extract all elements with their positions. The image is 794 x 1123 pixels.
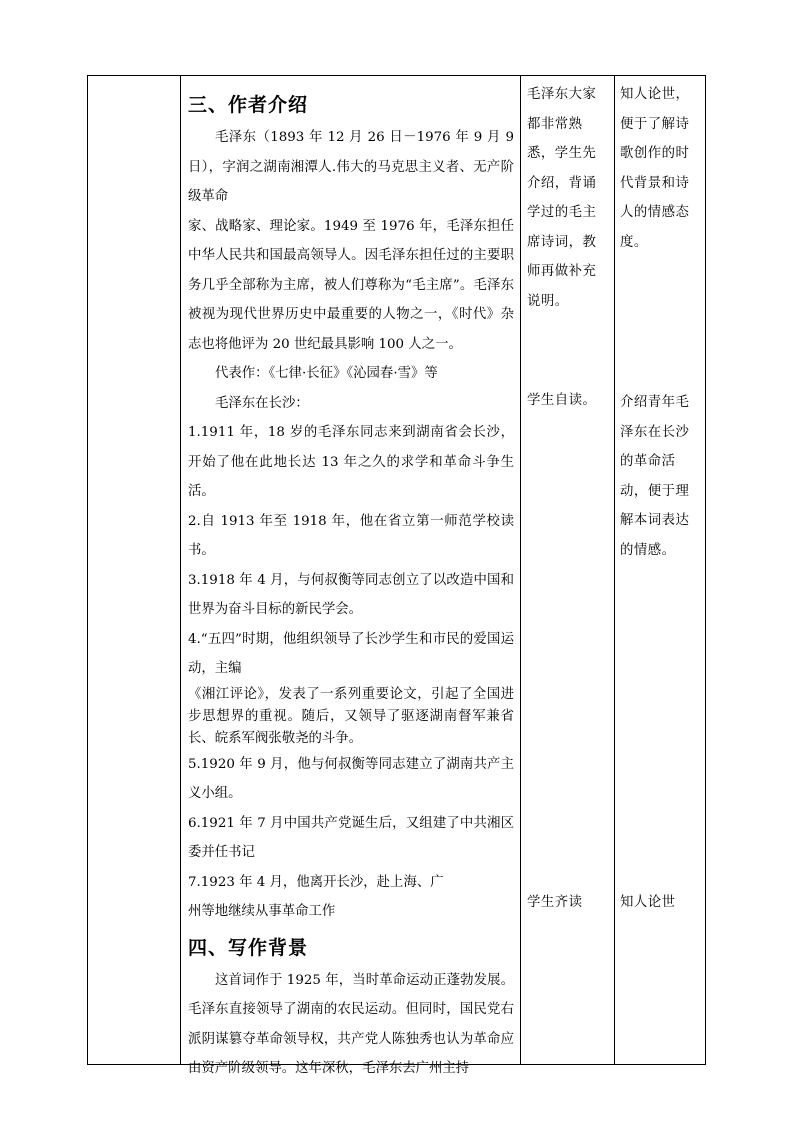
- lesson-table: [87, 75, 706, 1076]
- student-activity-note: 学生自读。: [527, 393, 597, 408]
- student-activity-note: 毛泽东大家都非常熟悉，学生先介绍，背诵学过的毛主席诗词，教师再做补充说明。: [527, 87, 597, 309]
- design-intent-note: 介绍青年毛泽东在长沙的革命活动，便于理解本词表达的情感。: [620, 395, 690, 558]
- student-activity-note: 学生齐读: [527, 895, 583, 910]
- teaching-content-column: [180, 76, 520, 1076]
- changsha-item: 4.“五四”时期，他组织领导了长沙学生和市民的爱国运动，主编: [188, 631, 514, 676]
- changsha-item: 5.1920 年 9 月，他与何叔衡等同志建立了湖南共产主义小组。: [188, 756, 514, 801]
- background-text: 这首词作于 1925 年，当时革命运动正蓬勃发展。毛泽东直接领导了湖南的农民运动。但同时，国民党右派阴谋篡夺革命领导权，共产党人陈独秀也认为革命应由资产阶级领导。这年深秋，毛泽东去广州主持: [188, 972, 514, 1076]
- student-activity-column: [520, 76, 614, 1064]
- changsha-item: 2.自 1913 年至 1918 年，他在省立第一师范学校读书。: [188, 513, 514, 558]
- changsha-item: 《湘江评论》，发表了一系列重要论文，引起了全国进步思想界的重视。随后，又领导了驱逐湖南督军兼省长、皖系军阀张敬尧的斗争。: [188, 686, 514, 746]
- section-heading-background: 四、写作背景: [188, 936, 309, 959]
- author-intro: 毛泽东（1893 年 12 月 26 日－1976 年 9 月 9 日），字润之湖南湘潭人.伟大的马克思主义者、无产阶级革命: [188, 130, 514, 204]
- design-intent-note: 知人论世: [620, 895, 676, 910]
- changsha-item: 6.1921 年 7 月中国共产党诞生后，又组建了中共湘区委并任书记: [188, 815, 514, 860]
- changsha-item: 1.1911 年，18 岁的毛泽东同志来到湖南省会长沙，开始了他在此地长达 13 年之久的求学和革命斗争生活。: [188, 425, 514, 499]
- author-intro-continued: 家、战略家、理论家。1949 至 1976 年，毛泽东担任中华人民共和国最高领导人。因毛泽东担任过的主要职务几乎全部称为主席，被人们尊称为“毛主席”。毛泽东被视为现代世界历史中最重要的人物之一，《时代》杂志也将他评为 20 世纪最具影响 100 人之一。: [188, 218, 514, 352]
- changsha-item: 州等地继续从事革命工作: [188, 904, 336, 919]
- section-heading-author: 三、作者介绍: [188, 94, 309, 116]
- changsha-item: 7.1923 年 4 月，他离开长沙，赴上海、广: [188, 874, 444, 890]
- changsha-title: 毛泽东在长沙：: [215, 395, 309, 411]
- design-intent-note: 知人论世，便于了解诗歌创作的时代背景和诗人的情感态度。: [620, 87, 690, 250]
- representative-works: 代表作：《七律·长征》《沁园春·雪》等: [215, 366, 438, 381]
- changsha-item: 3.1918 年 4 月，与何叔衡等同志创立了以改造中国和世界为奋斗目标的新民学会。: [188, 572, 514, 617]
- design-intent-column: [614, 76, 707, 1064]
